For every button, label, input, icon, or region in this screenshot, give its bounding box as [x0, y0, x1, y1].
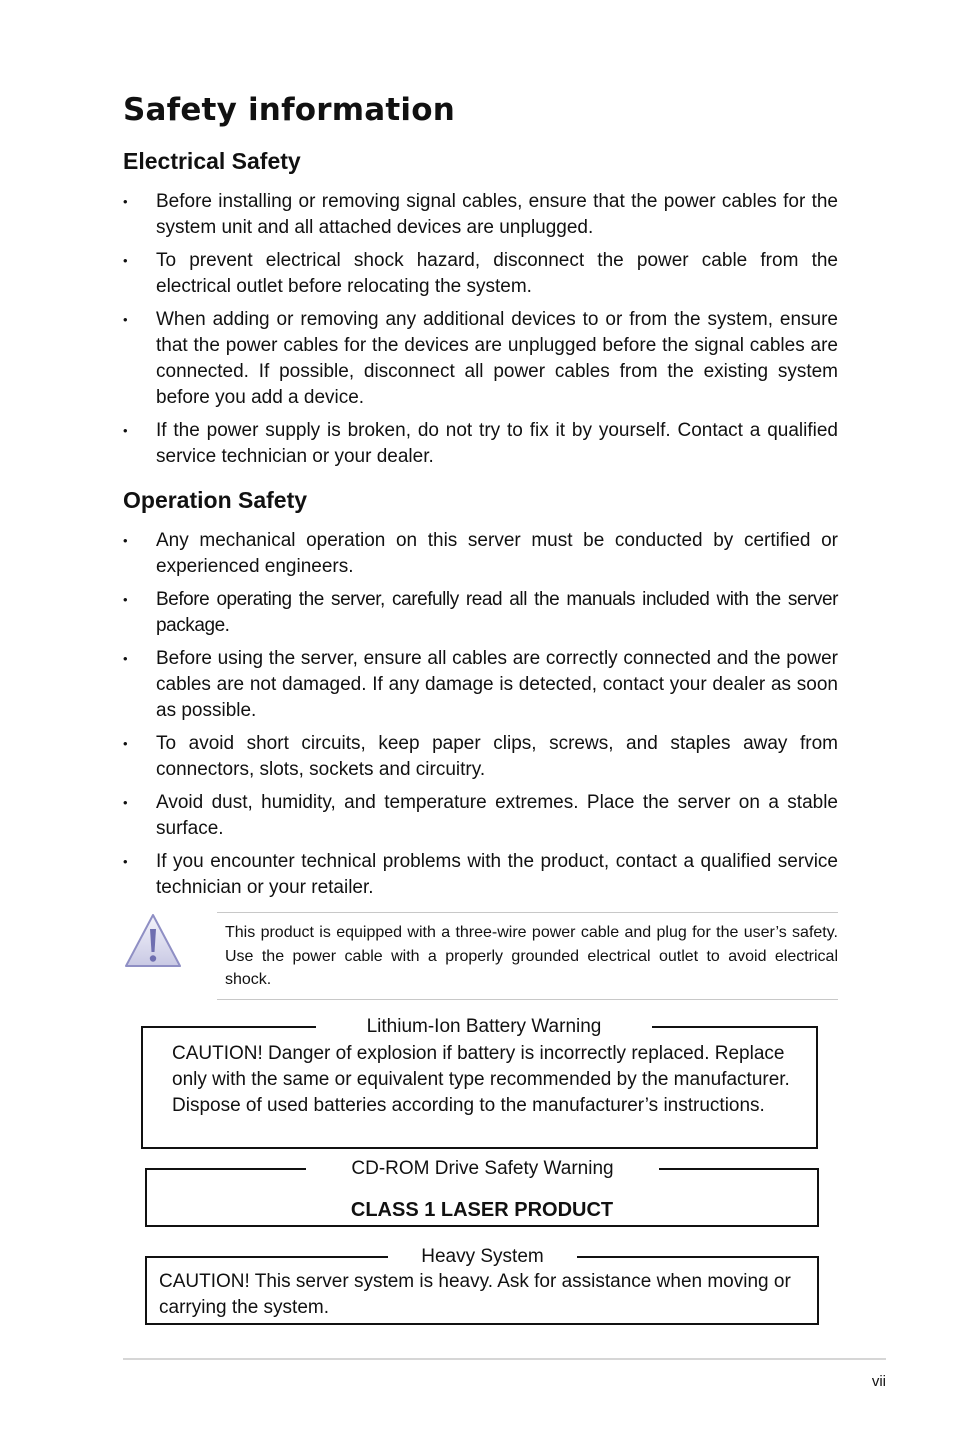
bullet-icon: •	[123, 533, 128, 548]
warning-triangle-icon	[123, 912, 183, 970]
divider	[659, 1168, 819, 1170]
list-item	[120, 418, 838, 470]
page-title: Safety information	[123, 92, 455, 128]
list-item-text: To prevent electrical shock hazard, disconnect the power cable from the electrical outlet before relocating the system.	[156, 250, 838, 297]
bullet-icon: •	[123, 253, 128, 268]
operation-safety-list	[120, 528, 838, 908]
divider	[577, 1256, 819, 1258]
divider	[145, 1256, 388, 1258]
list-item	[120, 587, 838, 639]
bullet-icon: •	[123, 854, 128, 869]
list-item	[120, 528, 838, 580]
cdrom-warning-header	[145, 1158, 819, 1179]
list-item-text: Avoid dust, humidity, and temperature extremes. Place the server on a stable surface.	[156, 792, 838, 839]
cdrom-warning-box	[145, 1158, 819, 1227]
heavy-system-box	[145, 1246, 819, 1325]
battery-warning-title: Lithium-Ion Battery Warning	[366, 1016, 602, 1037]
divider	[652, 1026, 818, 1028]
battery-warning-text: CAUTION! Danger of explosion if battery is incorrectly replaced. Replace only with the same or equivalent type recommended by the manufacturer. Dispose of used batteries according to the manufacturer’s instructions.	[172, 1043, 790, 1116]
list-item	[120, 646, 838, 724]
bullet-icon: •	[123, 736, 128, 751]
safety-note-text: This product is equipped with a three-wire power cable and plug for the user’s safety. Use the power cable with a properly grounded electrical outlet to avoid electrical shock.	[225, 924, 838, 988]
cdrom-warning-text: CLASS 1 LASER PRODUCT	[350, 1199, 614, 1221]
list-item-text: Before operating the server, carefully read all the manuals included with the server package.	[156, 589, 838, 636]
battery-warning-box	[141, 1016, 818, 1149]
electrical-safety-heading: Electrical Safety	[123, 148, 301, 174]
list-item-text: To avoid short circuits, keep paper clips, screws, and staples away from connectors, slots, sockets and circuitry.	[156, 733, 838, 780]
bullet-icon: •	[123, 795, 128, 810]
list-item-text: Before installing or removing signal cables, ensure that the power cables for the system unit and all attached devices are unplugged.	[156, 191, 838, 238]
list-item	[120, 790, 838, 842]
list-item-text: If you encounter technical problems with the product, contact a qualified service technician or your retailer.	[156, 851, 838, 898]
list-item	[120, 307, 838, 411]
battery-warning-header	[141, 1016, 818, 1037]
safety-note	[217, 912, 838, 1000]
page-number: vii	[871, 1373, 886, 1390]
list-item-text: Any mechanical operation on this server must be conducted by certified or experienced engineers.	[156, 530, 838, 577]
bullet-icon: •	[123, 194, 128, 209]
list-item-text: When adding or removing any additional devices to or from the system, ensure that the power cables for the devices are unplugged before the signal cables are connected. If possible, disconnect all power cables from the existing system before you add a device.	[156, 309, 838, 408]
heavy-system-header	[145, 1246, 819, 1267]
list-item	[120, 248, 838, 300]
operation-safety-heading: Operation Safety	[123, 487, 308, 513]
list-item-text: Before using the server, ensure all cables are correctly connected and the power cables are not damaged. If any damage is detected, contact your dealer as soon as possible.	[156, 648, 838, 721]
bullet-icon: •	[123, 592, 128, 607]
divider	[141, 1026, 316, 1028]
cdrom-warning-title: CD-ROM Drive Safety Warning	[351, 1158, 614, 1179]
list-item	[120, 731, 838, 783]
list-item	[120, 189, 838, 241]
list-item-text: If the power supply is broken, do not try to fix it by yourself. Contact a qualified service technician or your dealer.	[156, 420, 838, 467]
heavy-system-title: Heavy System	[421, 1246, 544, 1267]
heavy-system-text: CAUTION! This server system is heavy. Ask for assistance when moving or carrying the system.	[159, 1271, 791, 1318]
bullet-icon: •	[123, 423, 128, 438]
footer-divider	[123, 1358, 886, 1360]
list-item	[120, 849, 838, 901]
bullet-icon: •	[123, 312, 128, 327]
bullet-icon: •	[123, 651, 128, 666]
electrical-safety-list	[120, 189, 838, 477]
divider	[145, 1168, 306, 1170]
